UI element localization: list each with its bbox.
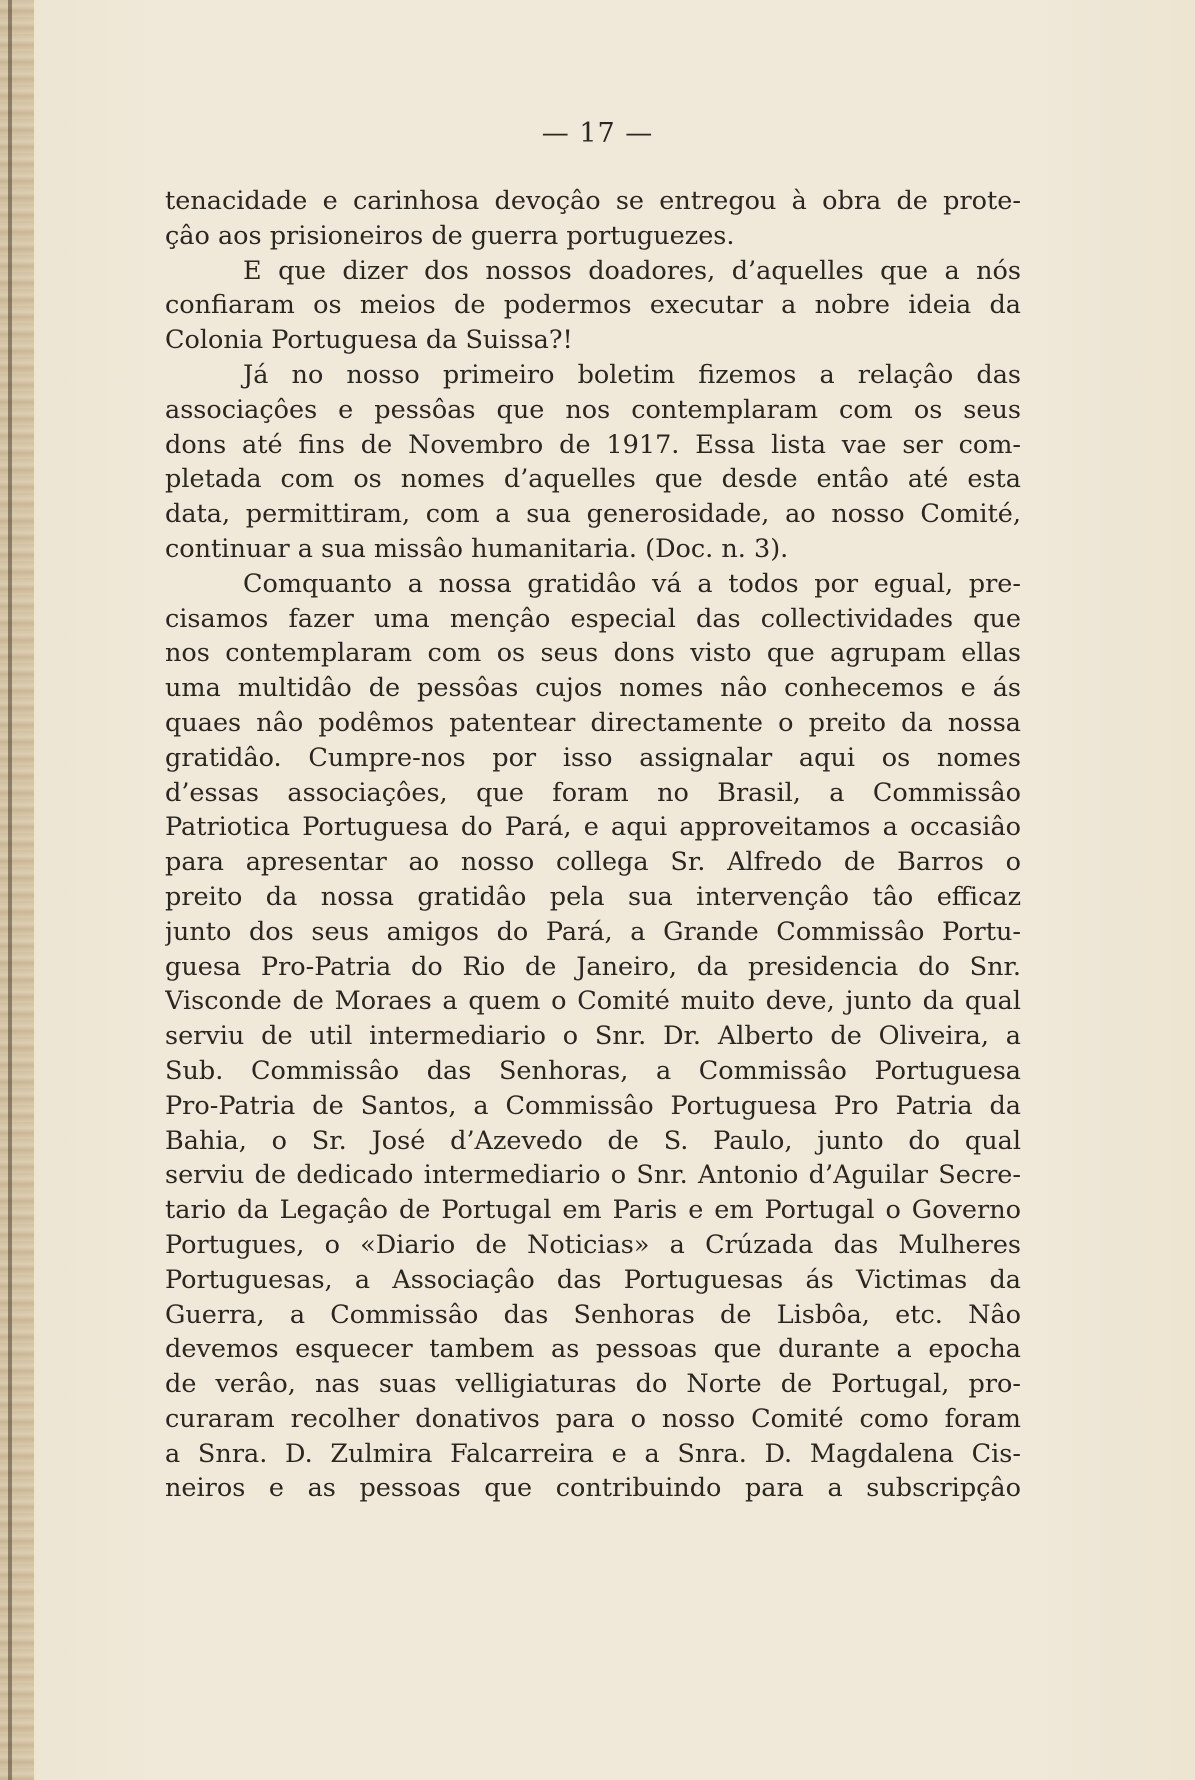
text-line: devemos esquecer tambem as pessoas que durante a epocha	[165, 1334, 1021, 1365]
text-line: preito da nossa gratidâo pela sua intervençâo tâo efficaz	[165, 881, 1021, 912]
text-line: tario da Legaçâo de Portugal em Paris e em Portugal o Governo	[165, 1195, 1021, 1226]
text-line: Pro-Patria de Santos, a Commissâo Portuguesa Pro Patria da	[165, 1090, 1021, 1121]
page-binding-edge	[0, 0, 34, 1780]
body-text	[165, 184, 1021, 1506]
text-line: Sub. Commissâo das Senhoras, a Commissâo Portuguesa	[165, 1055, 1021, 1086]
text-line: serviu de util intermediario o Snr. Dr. Alberto de Oliveira, a	[165, 1021, 1021, 1052]
text-line: E que dizer dos nossos doadores, d’aquelles que a nós	[243, 255, 1021, 286]
text-line: dons até fins de Novembro de 1917. Essa lista vae ser com-	[165, 429, 1021, 460]
text-line: uma multidâo de pessôas cujos nomes nâo conhecemos e ás	[165, 673, 1021, 704]
text-line: junto dos seus amigos do Pará, a Grande Commissâo Portu-	[165, 916, 1021, 947]
text-line: nos contemplaram com os seus dons visto que agrupam ellas	[165, 638, 1021, 669]
text-line: Já no nosso primeiro boletim fizemos a relaçâo das	[243, 359, 1021, 390]
text-line: d’essas associaçôes, que foram no Brasil, a Commissâo	[165, 777, 1021, 808]
text-line: a Snra. D. Zulmira Falcarreira e a Snra. D. Magdalena Cis-	[165, 1438, 1021, 1469]
text-line: gratidâo. Cumpre-nos por isso assignalar aqui os nomes	[165, 742, 1021, 773]
text-line: guesa Pro-Patria do Rio de Janeiro, da presidencia do Snr.	[165, 951, 1021, 982]
text-line: serviu de dedicado intermediario o Snr. Antonio d’Aguilar Secre-	[165, 1160, 1021, 1191]
text-line: quaes nâo podêmos patentear directamente o preito da nossa	[165, 707, 1021, 738]
text-line: para apresentar ao nosso collega Sr. Alfredo de Barros o	[165, 847, 1021, 878]
text-line: confiaram os meios de podermos executar a nobre ideia da	[165, 290, 1021, 321]
binding-shadow-line	[8, 0, 12, 1780]
text-line: Visconde de Moraes a quem o Comité muito deve, junto da qual	[165, 986, 1021, 1017]
text-line: çâo aos prisioneiros de guerra portuguezes.	[165, 220, 735, 251]
text-line: Bahia, o Sr. José d’Azevedo de S. Paulo, junto do qual	[165, 1125, 1021, 1156]
text-line: cisamos fazer uma mençâo especial das collectividades que	[165, 603, 1021, 634]
text-line: tenacidade e carinhosa devoçâo se entregou à obra de prote-	[165, 186, 1021, 216]
text-line: neiros e as pessoas que contribuindo para a subscripçâo	[165, 1473, 1021, 1504]
text-line: Guerra, a Commissâo das Senhoras de Lisbôa, etc. Nâo	[165, 1299, 1021, 1330]
text-line: associaçôes e pessôas que nos contemplaram com os seus	[165, 394, 1021, 425]
page-number: — 17 —	[541, 118, 654, 149]
text-line: continuar a sua missâo humanitaria. (Doc. n. 3).	[165, 533, 789, 564]
text-line: Colonia Portuguesa da Suissa?!	[165, 325, 573, 356]
text-line: pletada com os nomes d’aquelles que desde entâo até esta	[165, 464, 1021, 495]
text-line: de verâo, nas suas velligiaturas do Norte de Portugal, pro-	[165, 1369, 1021, 1400]
text-line: Patriotica Portuguesa do Pará, e aqui approveitamos a occasiâo	[165, 812, 1021, 843]
text-line: Portuguesas, a Associaçâo das Portuguesas ás Victimas da	[165, 1264, 1021, 1295]
text-line: Portugues, o «Diario de Noticias» a Crúzada das Mulheres	[165, 1229, 1021, 1260]
text-line: Comquanto a nossa gratidâo vá a todos por egual, pre-	[243, 568, 1021, 599]
text-line: curaram recolher donativos para o nosso Comité como foram	[165, 1403, 1021, 1434]
text-line: data, permittiram, com a sua generosidade, ao nosso Comité,	[165, 499, 1021, 530]
